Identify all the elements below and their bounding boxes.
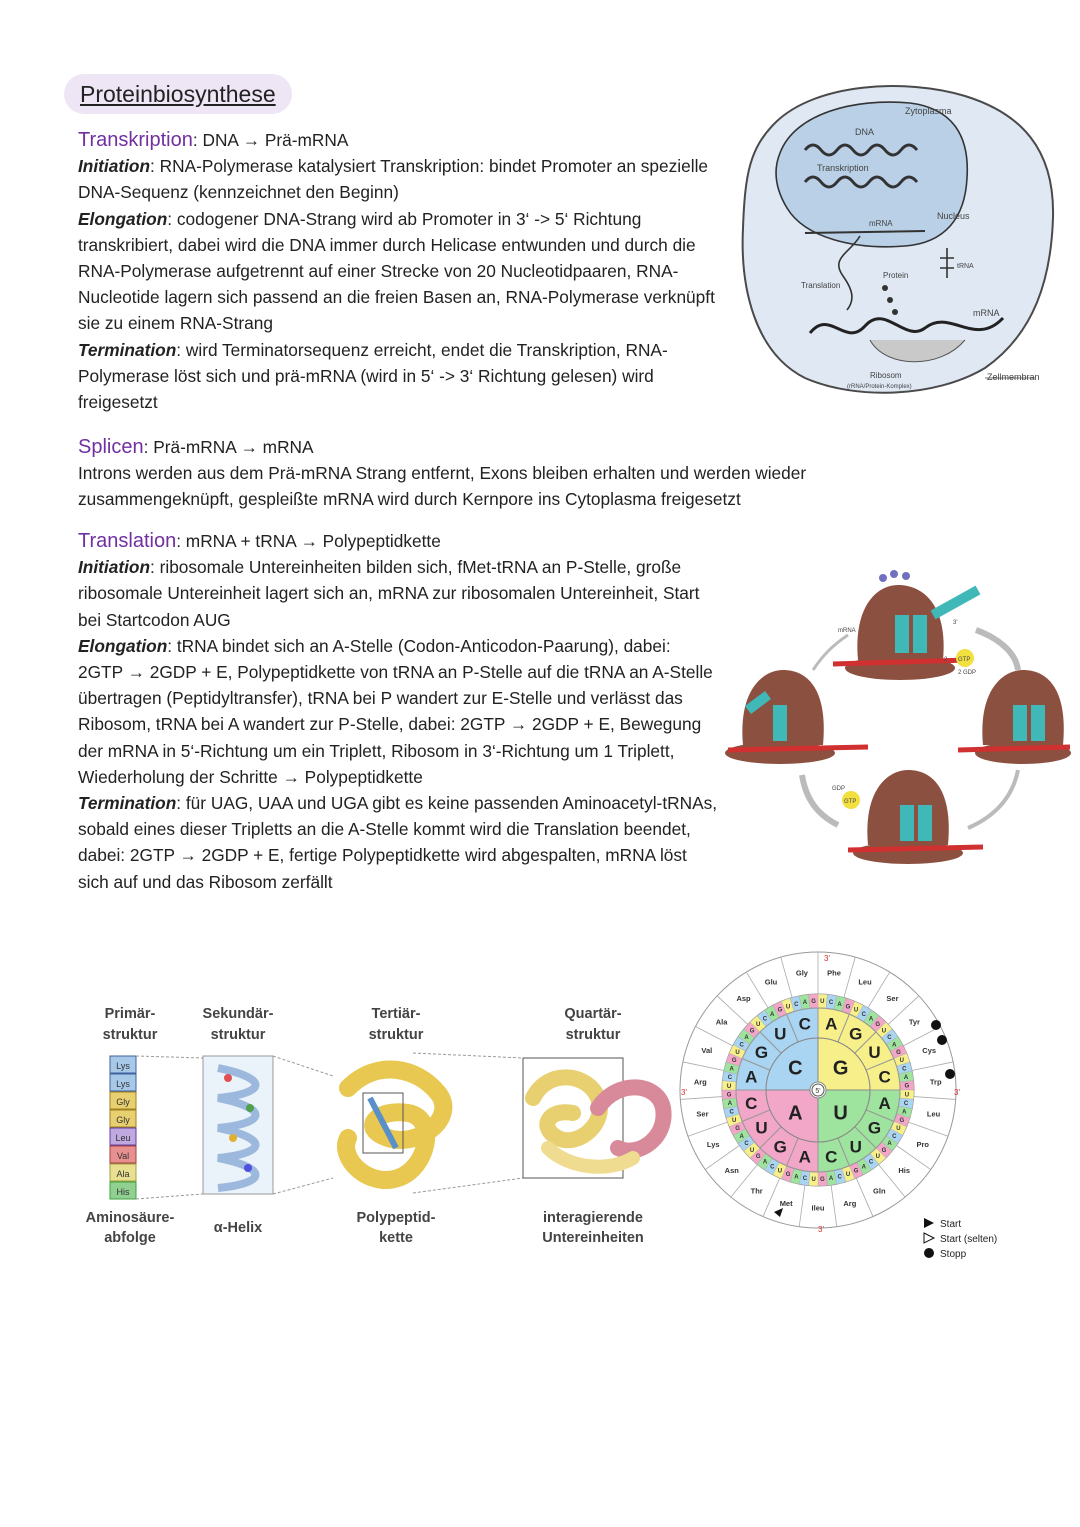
col1-bottom: struktur — [102, 1027, 158, 1043]
label-mrna: mRNA — [838, 628, 856, 634]
second-base-label: G — [849, 1024, 863, 1044]
label-gdp: GDP — [832, 786, 846, 792]
trna-leaving — [933, 590, 978, 615]
label-nucleus: Nucleus — [937, 211, 970, 221]
translation-heading: Translation — [78, 530, 177, 552]
bottom4-top: interagierende — [543, 1210, 643, 1226]
amino-acid-label: Gln — [873, 1186, 886, 1196]
ribosome-left — [725, 670, 868, 764]
bottom2: α-Helix — [213, 1220, 263, 1236]
atom-dot — [224, 1074, 232, 1082]
label-translation: Translation — [801, 281, 841, 290]
third-base-label: A — [739, 1133, 744, 1140]
third-base-label: U — [785, 1004, 791, 1011]
col2-bottom: struktur — [210, 1027, 266, 1043]
amino-acid-label: Phe — [827, 968, 841, 978]
bottom1-bottom: abfolge — [104, 1230, 156, 1246]
third-base-label: G — [785, 1171, 791, 1178]
label-gtp: GTP — [958, 657, 971, 663]
three-prime-left: 3' — [681, 1088, 687, 1097]
third-base-label: C — [802, 1176, 808, 1183]
label-two: 2 — [944, 657, 948, 663]
translation-heading-rest: : mRNA + tRNA → Polypeptidkette — [176, 531, 441, 551]
bottom3-bottom: kette — [379, 1230, 413, 1246]
third-base-label: A — [837, 1001, 842, 1008]
third-base-label: U — [881, 1028, 887, 1035]
bottom3-top: Polypeptid- — [356, 1210, 436, 1226]
amino-acid-label: Lys — [706, 1139, 720, 1149]
first-base-label: U — [833, 1102, 848, 1125]
ribosome-cycle-diagram — [718, 560, 1073, 878]
legend-start-icon — [924, 1218, 934, 1228]
third-base-label: U — [896, 1126, 901, 1133]
third-base-label: G — [731, 1058, 737, 1065]
label-protein: Protein — [883, 271, 909, 280]
amino-acid-label: Ileu — [811, 1203, 825, 1213]
splicen-heading-line — [78, 434, 878, 460]
second-base-label: A — [878, 1094, 891, 1114]
mrna-strand — [958, 747, 1070, 750]
code-sun-diagram — [678, 950, 1068, 1265]
third-base-label: U — [749, 1147, 755, 1154]
third-base-label: A — [861, 1164, 866, 1171]
transkription-initiation — [78, 153, 718, 205]
third-base-label: U — [875, 1154, 880, 1161]
subunit-ribbon — [533, 1077, 600, 1140]
alpha-helix-graphic — [203, 1056, 273, 1194]
label-two-gdp: 2 GDP — [958, 670, 977, 676]
trna-shape — [913, 615, 927, 653]
amino-acid-label: Gly — [116, 1097, 130, 1107]
amino-acid-label: Val — [701, 1046, 713, 1056]
third-base-label: C — [828, 1000, 834, 1007]
third-base-label: C — [903, 1101, 909, 1108]
second-base-label: A — [745, 1067, 758, 1087]
ribosome-small-subunit — [853, 842, 963, 864]
transkription-elongation — [78, 206, 718, 337]
quaternary-structure-graphic — [523, 1058, 664, 1178]
amino-acid-label: Glu — [764, 977, 778, 987]
ribosome-right — [958, 670, 1071, 764]
cycle-arrow — [976, 630, 1018, 670]
third-base-label: U — [726, 1083, 732, 1090]
third-base-label: A — [902, 1109, 907, 1116]
cell-diagram — [735, 78, 1065, 418]
protein-structure-diagram — [78, 998, 678, 1253]
mrna-strand — [728, 747, 868, 750]
amino-acid-label: His — [898, 1166, 911, 1176]
legend-stop-icon — [924, 1248, 934, 1258]
third-base-label: A — [903, 1075, 909, 1082]
transkription-heading-rest: : DNA → Prä-mRNA — [192, 130, 349, 150]
third-base-label: U — [735, 1050, 740, 1057]
title-pill — [64, 74, 292, 114]
third-base-label: G — [904, 1083, 910, 1090]
three-prime-top: 3' — [824, 954, 830, 963]
label-zytoplasma: Zytoplasma — [905, 106, 952, 116]
third-base-label: C — [887, 1035, 892, 1042]
amino-acid-label: Cys — [922, 1046, 937, 1056]
amino-acid-dot — [879, 574, 887, 582]
third-base-label: G — [777, 1007, 783, 1014]
third-base-label: U — [904, 1092, 910, 1099]
third-base-label: G — [735, 1126, 740, 1133]
elongation-label: Elongation — [78, 208, 168, 229]
center-label: 5' — [815, 1088, 821, 1095]
termination-label: Termination — [78, 793, 177, 814]
initiation-label: Initiation — [78, 156, 150, 177]
third-base-label: G — [820, 1176, 825, 1183]
protein-dot — [882, 285, 888, 291]
cycle-arrow — [968, 770, 1018, 828]
third-base-label: C — [762, 1016, 768, 1023]
label-mrna: mRNA — [973, 308, 1000, 318]
third-base-label: C — [892, 1133, 897, 1140]
termination-text: : für UAG, UAA und UGA gibt es keine passenden Aminoacetyl-tRNAs, sobald eines dieser Tripletts an die A-Stelle kommt wird die Translation beendet, dabei: 2GTP → 2GDP + E, fertige Polypeptidkette wird abgespalten, mRNA löst sich auf und das Ribosom zerfällt — [78, 793, 718, 892]
second-base-label: G — [773, 1137, 787, 1157]
amino-acid-label: Leu — [858, 977, 872, 987]
label-ribosom: Ribosom — [870, 371, 902, 380]
translation-section — [78, 528, 718, 895]
first-base-label: C — [788, 1057, 803, 1080]
amino-acid-label: Arg — [693, 1077, 707, 1087]
amino-acid-label: Met — [779, 1199, 793, 1209]
elongation-text: : tRNA bindet sich an A-Stelle (Codon-Anticodon-Paarung), dabei: 2GTP → 2GDP + E, Polypeptidkette von tRNA an P-Stelle auf die tRNA an A-Stelle übertragen (Peptidyltransfer), tRNA bei P wandert zur E-Stelle und verlässt das Ribosom, tRNA bei A wandert zur P-Stelle, dabei: 2GTP → 2GDP + E, Bewegung der mRNA in 5‘-Richtung um ein Triplett, Ribosom in 3‘-Richtung um 1 Triplett, Wiederholung der Schritte → Polypeptidkette — [78, 635, 713, 787]
col4-top: Quartär- — [564, 1006, 622, 1022]
splicen-heading: Splicen — [78, 436, 144, 458]
tertiary-ribbon — [346, 1069, 443, 1179]
connector-line — [136, 1056, 203, 1199]
transkription-section — [78, 127, 718, 415]
ribosome-bottom — [848, 770, 983, 864]
amino-acid-label: Ser — [696, 1109, 709, 1119]
third-base-label: U — [777, 1168, 783, 1175]
legend-start-rare-icon — [924, 1233, 934, 1243]
amino-acid-label: Lys — [116, 1079, 130, 1089]
amino-acid-label: Tyr — [908, 1017, 920, 1027]
translation-initiation — [78, 554, 718, 633]
trna-shape — [773, 705, 787, 741]
third-base-label: G — [896, 1050, 901, 1057]
third-base-label: A — [762, 1159, 768, 1166]
third-base-label: C — [868, 1159, 874, 1166]
initiation-text: : RNA-Polymerase katalysiert Transkription: bindet Promoter an spezielle DNA-Sequenz (kennzeichnet den Beginn) — [78, 156, 709, 203]
atom-dot — [246, 1104, 254, 1112]
third-base-label: U — [811, 1176, 816, 1183]
translation-elongation — [78, 633, 718, 790]
third-base-label: C — [729, 1109, 734, 1116]
amino-acid-label: His — [116, 1187, 130, 1197]
third-base-label: C — [861, 1011, 866, 1018]
atom-dot — [229, 1134, 237, 1142]
connector-line — [273, 1056, 333, 1194]
second-base-label: C — [825, 1147, 838, 1167]
third-base-label: U — [756, 1022, 761, 1029]
bottom1-top: Aminosäure- — [85, 1210, 175, 1226]
bottom4-bottom: Untereinheiten — [542, 1230, 644, 1246]
trna-shape — [1013, 705, 1027, 741]
second-base-label: G — [754, 1043, 769, 1063]
amino-acid-label: Ser — [886, 994, 899, 1004]
third-base-label: A — [828, 1176, 834, 1183]
mrna-strand — [848, 847, 983, 850]
label-mrna-nucleus: mRNA — [869, 219, 893, 228]
amino-acid-label: Asp — [736, 994, 751, 1004]
transkription-heading-line — [78, 127, 718, 153]
second-base-label: U — [849, 1137, 862, 1157]
initiation-label: Initiation — [78, 557, 150, 578]
third-base-label: G — [755, 1154, 761, 1161]
third-base-label: U — [732, 1118, 737, 1125]
termination-label: Termination — [78, 339, 177, 360]
third-base-label: C — [794, 1001, 799, 1008]
protein-dot — [892, 309, 898, 315]
label-dna: DNA — [855, 127, 875, 137]
stop-marker — [937, 1035, 947, 1045]
amino-acid-label: Lys — [116, 1061, 130, 1071]
third-base-label: U — [899, 1058, 904, 1065]
second-base-label: C — [745, 1094, 758, 1114]
second-base-label: U — [755, 1118, 768, 1138]
atom-dot — [244, 1164, 252, 1172]
ribosome-small-subunit — [725, 742, 835, 764]
label-gtp-bottom: GTP — [844, 799, 857, 805]
stop-marker — [931, 1020, 941, 1030]
third-base-label: G — [881, 1147, 887, 1154]
elongation-text: : codogener DNA-Strang wird ab Promoter in 3‘ -> 5‘ Richtung transkribiert, dabei wird die DNA immer durch Helicase entwunden und durch die RNA-Polymerase aufgetrennt auf einer Strecke von 20 Nucleotidpaaren, RNA-Nucleotide lagern sich passend an die freien Basen an, RNA-Polymerase verknüpft sie zu einem RNA-Strang — [78, 208, 715, 334]
trna-shape — [1031, 705, 1045, 741]
third-base-label: A — [770, 1011, 775, 1018]
third-base-label: U — [820, 999, 825, 1006]
second-base-label: A — [798, 1147, 811, 1167]
col3-top: Tertiär- — [371, 1006, 421, 1022]
amino-acid-label: Gly — [116, 1115, 130, 1125]
amino-acid-label: Asn — [724, 1166, 739, 1176]
protein-dot — [887, 297, 893, 303]
splicen-heading-rest: : Prä-mRNA → mRNA — [143, 437, 314, 457]
third-base-label: A — [802, 1000, 808, 1007]
termination-text: : wird Terminatorsequenz erreicht, endet die Transkription, RNA-Polymerase löst sich und prä-mRNA (wird in 5‘ -> 3‘ Richtung gelesen) wird freigesetzt — [78, 339, 668, 413]
amino-acid-label: Trp — [929, 1077, 942, 1087]
trna-shape — [895, 615, 909, 653]
three-prime-bottom: 3' — [818, 1225, 824, 1234]
third-base-label: U — [853, 1007, 859, 1014]
third-base-label: G — [749, 1028, 755, 1035]
amino-acid-label: Ala — [116, 1169, 130, 1179]
translation-heading-line — [78, 528, 718, 554]
third-base-label: U — [845, 1171, 851, 1178]
amino-acid-label: Gly — [795, 968, 808, 978]
trna-shape — [918, 805, 932, 841]
initiation-text: : ribosomale Untereinheiten bilden sich, fMet-tRNA an P-Stelle, große ribosomale Untereinheit lagert sich an, mRNA zur ribosomalen Untereinheit, Start bei Startcodon AUG — [78, 557, 700, 630]
col1-top: Primär- — [104, 1006, 156, 1022]
label-transkription: Transkription — [817, 163, 869, 173]
amino-acid-label: Ala — [715, 1017, 728, 1027]
splicen-text: Introns werden aus dem Prä-mRNA Strang entfernt, Exons bleiben erhalten und werden wieder zusammengeknüpft, gespleißte mRNA wird durch Kernpore ins Cytoplasma freigesetzt — [78, 463, 807, 510]
second-base-label: U — [774, 1024, 787, 1044]
third-base-label: C — [744, 1141, 749, 1148]
col4-bottom: struktur — [565, 1027, 621, 1043]
amino-acid-chain — [110, 1056, 136, 1199]
third-base-label: A — [892, 1042, 897, 1049]
third-base-label: C — [837, 1174, 842, 1181]
amino-acid-label: Thr — [750, 1186, 763, 1196]
third-base-label: A — [887, 1141, 892, 1148]
third-base-label: A — [868, 1016, 874, 1023]
third-base-label: C — [739, 1042, 744, 1049]
third-base-label: C — [770, 1164, 775, 1171]
transkription-termination — [78, 337, 718, 416]
legend-stop: Stopp — [940, 1249, 967, 1260]
label-three-prime: 3' — [953, 620, 958, 626]
third-base-label: G — [845, 1004, 851, 1011]
third-base-label: C — [727, 1075, 733, 1082]
second-base-label: A — [825, 1014, 838, 1034]
transkription-heading: Transkription — [78, 129, 193, 151]
amino-acid-label: Leu — [926, 1109, 941, 1119]
amino-acid-label: Pro — [916, 1139, 930, 1149]
first-base-label: A — [788, 1102, 803, 1125]
legend — [924, 1218, 997, 1260]
second-base-label: C — [878, 1067, 891, 1087]
three-prime-right: 3' — [954, 1088, 960, 1097]
subunit-ribbon — [598, 1087, 664, 1150]
second-base-label: G — [867, 1118, 882, 1138]
label-ribosom-sub: (rRNA/Protein-Komplex) — [847, 384, 912, 390]
label-trna: tRNA — [957, 263, 974, 270]
amino-acid-label: Val — [116, 1151, 130, 1161]
translation-termination — [78, 790, 718, 895]
amino-acid-dot — [890, 570, 898, 578]
legend-start: Start — [940, 1219, 962, 1230]
third-base-label: G — [899, 1118, 905, 1125]
amino-acid-dot — [902, 572, 910, 580]
first-base-label: G — [832, 1057, 849, 1080]
amino-acid-label: Leu — [115, 1133, 131, 1143]
third-base-label: G — [875, 1022, 881, 1029]
page-title: Proteinbiosynthese — [80, 80, 276, 107]
second-base-label: U — [868, 1043, 881, 1063]
elongation-label: Elongation — [78, 635, 168, 656]
third-base-label: G — [853, 1168, 859, 1175]
third-base-label: G — [811, 999, 816, 1006]
second-base-label: C — [798, 1014, 811, 1034]
label-zellmembran: Zellmembran — [987, 372, 1040, 382]
amino-acid-label: Arg — [843, 1199, 857, 1209]
splicen-section — [78, 434, 878, 513]
stop-marker — [945, 1069, 955, 1079]
third-base-label: A — [744, 1035, 749, 1042]
third-base-label: A — [729, 1066, 734, 1073]
cycle-arrow — [802, 775, 838, 825]
third-base-label: C — [902, 1066, 907, 1073]
col2-top: Sekundär- — [202, 1006, 274, 1022]
trna-shape — [900, 805, 914, 841]
third-base-label: A — [794, 1174, 799, 1181]
third-base-label: G — [726, 1092, 732, 1099]
col3-bottom: struktur — [368, 1027, 424, 1043]
third-base-label: A — [727, 1101, 733, 1108]
tertiary-structure-graphic — [346, 1069, 443, 1179]
legend-start-rare: Start (selten) — [940, 1234, 998, 1245]
